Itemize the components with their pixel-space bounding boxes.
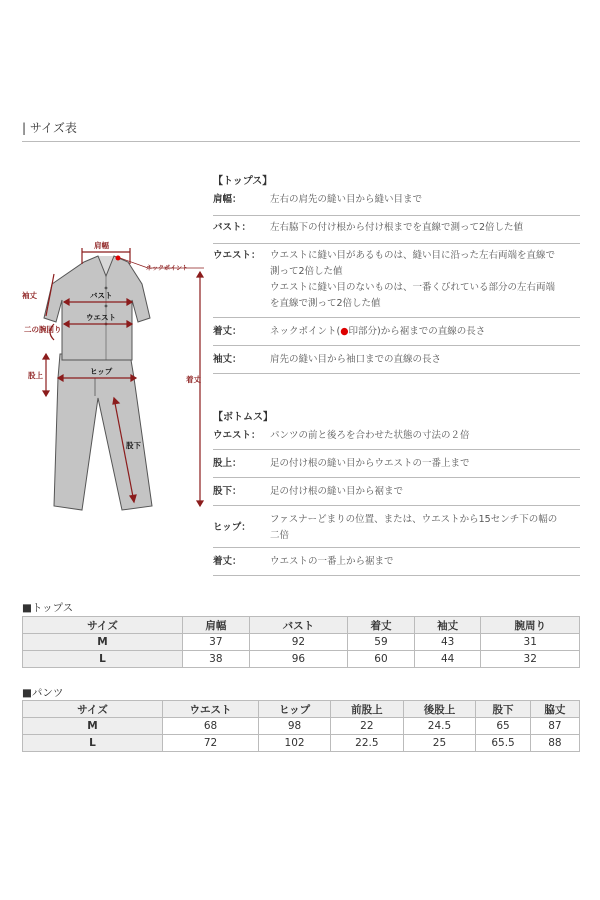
- definition-desc: 足の付け根の縫い目からウエストの一番上まで: [270, 458, 470, 469]
- table-cell: 31: [481, 634, 580, 651]
- definition-desc: ネックポイント(●印部分)から裾までの直線の長さ: [270, 326, 486, 337]
- table-cell: 72: [163, 735, 259, 752]
- definition-desc: [270, 512, 580, 544]
- table-cell: L: [23, 651, 183, 668]
- red-dot-marker: ●: [340, 326, 349, 337]
- definition-desc: ウエストの一番上から裾まで: [270, 556, 394, 567]
- title-divider: [22, 141, 580, 142]
- garment-illustration: [18, 228, 214, 524]
- label-sleeve-length: 袖丈: [22, 291, 37, 300]
- definition-row: [213, 456, 580, 478]
- table-row: [23, 651, 580, 668]
- table-cell: 43: [414, 634, 481, 651]
- label-inseam: 股下: [126, 441, 141, 450]
- table-cell: 59: [348, 634, 415, 651]
- definition-desc: [270, 248, 580, 312]
- table-cell: L: [23, 735, 163, 752]
- definition-row: [213, 428, 580, 450]
- definition-row: [213, 248, 580, 318]
- table-header-cell: ウエスト: [163, 701, 259, 718]
- definition-term: 股上：: [213, 458, 242, 469]
- table-cell: 96: [249, 651, 347, 668]
- table-header-cell: バスト: [249, 617, 347, 634]
- definition-term: バスト：: [213, 222, 252, 233]
- table-header-cell: 腕周り: [481, 617, 580, 634]
- table-header-cell: サイズ: [23, 701, 163, 718]
- definition-row: [213, 484, 580, 506]
- definition-desc: 肩先の縫い目から袖口までの直線の長さ: [270, 354, 442, 365]
- tops-size-table: [22, 616, 580, 668]
- definition-row: [213, 192, 580, 216]
- tops-table-title: ■トップス: [22, 602, 74, 614]
- definition-row: [213, 352, 580, 374]
- definition-term: ヒップ：: [213, 522, 251, 533]
- bottoms-definitions-heading: 【ボトムス】: [213, 412, 273, 423]
- definition-desc-line: ファスナーどまりの位置、または、ウエストから15センチ下の幅の: [270, 514, 558, 525]
- table-header-cell: 後股上: [403, 701, 476, 718]
- definition-desc: パンツの前と後ろを合わせた状態の寸法の２倍: [270, 430, 470, 441]
- definition-desc-line: 測って2倍した値: [270, 266, 343, 277]
- table-cell: 32: [481, 651, 580, 668]
- page-title: | サイズ表: [22, 121, 77, 135]
- definition-row: [213, 512, 580, 548]
- neck-point-dot: [116, 256, 121, 261]
- tops-definitions-heading: 【トップス】: [213, 176, 273, 187]
- definition-desc: 左右脇下の付け根から付け根までを直線で測って2倍した値: [270, 222, 524, 233]
- definition-desc: 左右の肩先の縫い目から縫い目まで: [270, 194, 423, 205]
- top-shape: [44, 256, 150, 360]
- table-cell: M: [23, 634, 183, 651]
- table-header-cell: 肩幅: [183, 617, 250, 634]
- table-header-cell: 着丈: [348, 617, 415, 634]
- pants-size-table: [22, 700, 580, 752]
- label-arm-circumference: 二の腕回り: [24, 325, 62, 334]
- definition-desc-line: 二倍: [270, 530, 290, 541]
- definition-term: 着丈：: [213, 556, 242, 567]
- table-header-cell: ヒップ: [259, 701, 331, 718]
- label-neck-point: ネックポイント: [146, 265, 189, 272]
- garment-diagram: [18, 228, 214, 524]
- table-cell: 87: [530, 718, 579, 735]
- table-header-cell: サイズ: [23, 617, 183, 634]
- table-row: [23, 634, 580, 651]
- table-cell: 68: [163, 718, 259, 735]
- definition-desc-line: を直線で測って2倍した値: [270, 298, 381, 309]
- label-total-length: 着丈: [186, 375, 201, 384]
- definition-desc-line: ウエストに縫い目のないものは、一番くびれている部分の左右両端: [270, 282, 556, 293]
- definition-term: ウエスト：: [213, 250, 261, 261]
- table-cell: 98: [259, 718, 331, 735]
- definition-desc: 足の付け根の縫い目から裾まで: [270, 486, 404, 497]
- definition-desc-line: ウエストに縫い目があるものは、縫い目に沿った左右両端を直線で: [270, 250, 556, 261]
- definition-term: ウエスト：: [213, 430, 261, 441]
- table-cell: 102: [259, 735, 331, 752]
- pants-table-title: ■パンツ: [22, 687, 64, 699]
- label-waist: ウエスト: [86, 313, 116, 322]
- definition-row: [213, 554, 580, 576]
- definition-row: [213, 324, 580, 346]
- table-header-cell: 股下: [476, 701, 531, 718]
- definition-term: 着丈：: [213, 326, 242, 337]
- label-bust: バスト: [90, 291, 113, 300]
- table-header-row: [23, 617, 580, 634]
- table-cell: M: [23, 718, 163, 735]
- table-cell: 22: [331, 718, 404, 735]
- table-row: [23, 718, 580, 735]
- table-cell: 38: [183, 651, 250, 668]
- table-cell: 44: [414, 651, 481, 668]
- label-rise: 股上: [28, 371, 43, 380]
- table-header-cell: 前股上: [331, 701, 404, 718]
- table-cell: 25: [403, 735, 476, 752]
- table-cell: 24.5: [403, 718, 476, 735]
- table-row: [23, 735, 580, 752]
- label-shoulder-width: 肩幅: [94, 241, 109, 250]
- table-cell: 88: [530, 735, 579, 752]
- table-header-cell: 袖丈: [414, 617, 481, 634]
- table-cell: 65.5: [476, 735, 531, 752]
- table-cell: 37: [183, 634, 250, 651]
- definition-term: 袖丈：: [213, 354, 242, 365]
- definition-row: [213, 220, 580, 244]
- table-cell: 92: [249, 634, 347, 651]
- table-cell: 60: [348, 651, 415, 668]
- definition-term: 股下：: [213, 486, 242, 497]
- label-hip: ヒップ: [90, 367, 113, 376]
- table-header-cell: 脇丈: [530, 701, 579, 718]
- table-cell: 22.5: [331, 735, 404, 752]
- table-header-row: [23, 701, 580, 718]
- definition-term: 肩幅：: [213, 194, 242, 205]
- table-cell: 65: [476, 718, 531, 735]
